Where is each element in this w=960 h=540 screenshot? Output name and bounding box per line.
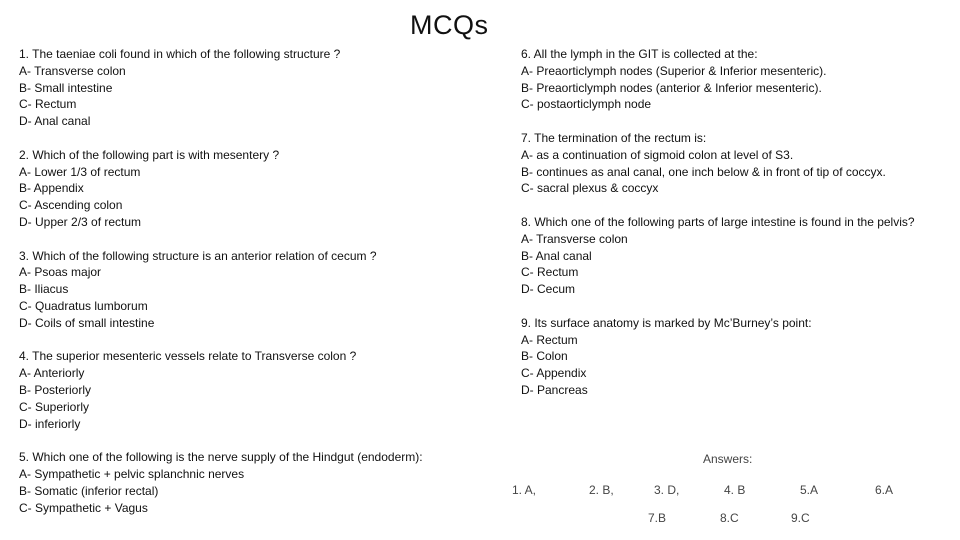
- question-9: [521, 315, 951, 399]
- option-a: A- as a continuation of sigmoid colon at level of S3.: [521, 147, 794, 162]
- question-3: [19, 248, 499, 332]
- option-c: C- Sympathetic + Vagus: [19, 500, 148, 515]
- option-b: B- Small intestine: [19, 80, 113, 95]
- option-b: B- Iliacus: [19, 282, 69, 297]
- question-4: [19, 348, 499, 432]
- option-a: A- Psoas major: [19, 265, 102, 280]
- option-b: B- continues as anal canal, one inch below & in front of tip of coccyx.: [521, 164, 886, 179]
- answers-heading: Answers:: [703, 452, 753, 466]
- option-c: C- Quadratus lumborum: [19, 298, 148, 313]
- option-d: D- Cecum: [521, 282, 576, 297]
- question-text: 4. The superior mesenteric vessels relate to Transverse colon ?: [19, 349, 357, 364]
- answer-item: 3. D,: [654, 483, 680, 497]
- left-question-column: [19, 46, 499, 533]
- answer-item: 5.A: [800, 483, 819, 497]
- option-c: C- Rectum: [19, 97, 77, 112]
- question-text: 2. Which of the following part is with mesentery ?: [19, 147, 280, 162]
- question-7: [521, 130, 951, 197]
- option-b: B- Posteriorly: [19, 382, 92, 397]
- option-c: C- Ascending colon: [19, 198, 123, 213]
- option-c: C- sacral plexus & coccyx: [521, 181, 659, 196]
- option-a: A- Preaorticlymph nodes (Superior & Inferior mesenteric).: [521, 63, 827, 78]
- option-a: A- Lower 1/3 of rectum: [19, 164, 141, 179]
- option-d: D- Pancreas: [521, 382, 588, 397]
- question-6: [521, 46, 951, 113]
- question-1: [19, 46, 499, 130]
- option-b: B- Colon: [521, 349, 568, 364]
- question-text: 8. Which one of the following parts of large intestine is found in the pelvis?: [521, 214, 915, 229]
- option-d: D- Anal canal: [19, 114, 91, 129]
- option-b: B- Appendix: [19, 181, 84, 196]
- answer-item: 2. B,: [589, 483, 614, 497]
- question-text: 9. Its surface anatomy is marked by Mc’Burney’s point:: [521, 315, 812, 330]
- option-d: D- Upper 2/3 of rectum: [19, 214, 142, 229]
- answer-item: 9.C: [791, 511, 810, 525]
- option-a: A- Rectum: [521, 332, 578, 347]
- answer-item: 4. B: [724, 483, 746, 497]
- option-c: C- Rectum: [521, 265, 579, 280]
- option-b: B- Preaorticlymph nodes (anterior & Inferior mesenteric).: [521, 80, 822, 95]
- option-c: C- postaorticlymph node: [521, 97, 652, 112]
- option-a: A- Transverse colon: [19, 63, 126, 78]
- answer-item: 8.C: [720, 511, 739, 525]
- question-text: 3. Which of the following structure is an anterior relation of cecum ?: [19, 248, 377, 263]
- option-a: A- Transverse colon: [521, 231, 628, 246]
- option-c: C- Appendix: [521, 366, 587, 381]
- answer-item: 1. A,: [512, 483, 537, 497]
- option-a: A- Anteriorly: [19, 366, 85, 381]
- option-d: D- inferiorly: [19, 416, 81, 431]
- question-8: [521, 214, 951, 298]
- page-title: MCQs: [410, 10, 489, 40]
- question-text: 7. The termination of the rectum is:: [521, 130, 707, 145]
- option-a: A- Sympathetic + pelvic splanchnic nerves: [19, 466, 245, 481]
- option-b: B- Anal canal: [521, 248, 592, 263]
- question-5: [19, 449, 499, 516]
- question-2: [19, 147, 499, 231]
- answer-item: 7.B: [648, 511, 667, 525]
- option-c: C- Superiorly: [19, 399, 90, 414]
- answer-item: 6.A: [875, 483, 894, 497]
- question-text: 1. The taeniae coli found in which of the following structure ?: [19, 47, 341, 61]
- option-d: D- Coils of small intestine: [19, 315, 155, 330]
- question-text: 5. Which one of the following is the nerve supply of the Hindgut (endoderm):: [19, 450, 423, 465]
- question-text: 6. All the lymph in the GIT is collected at the:: [521, 47, 758, 61]
- right-question-column: [521, 46, 951, 416]
- option-b: B- Somatic (inferior rectal): [19, 483, 159, 498]
